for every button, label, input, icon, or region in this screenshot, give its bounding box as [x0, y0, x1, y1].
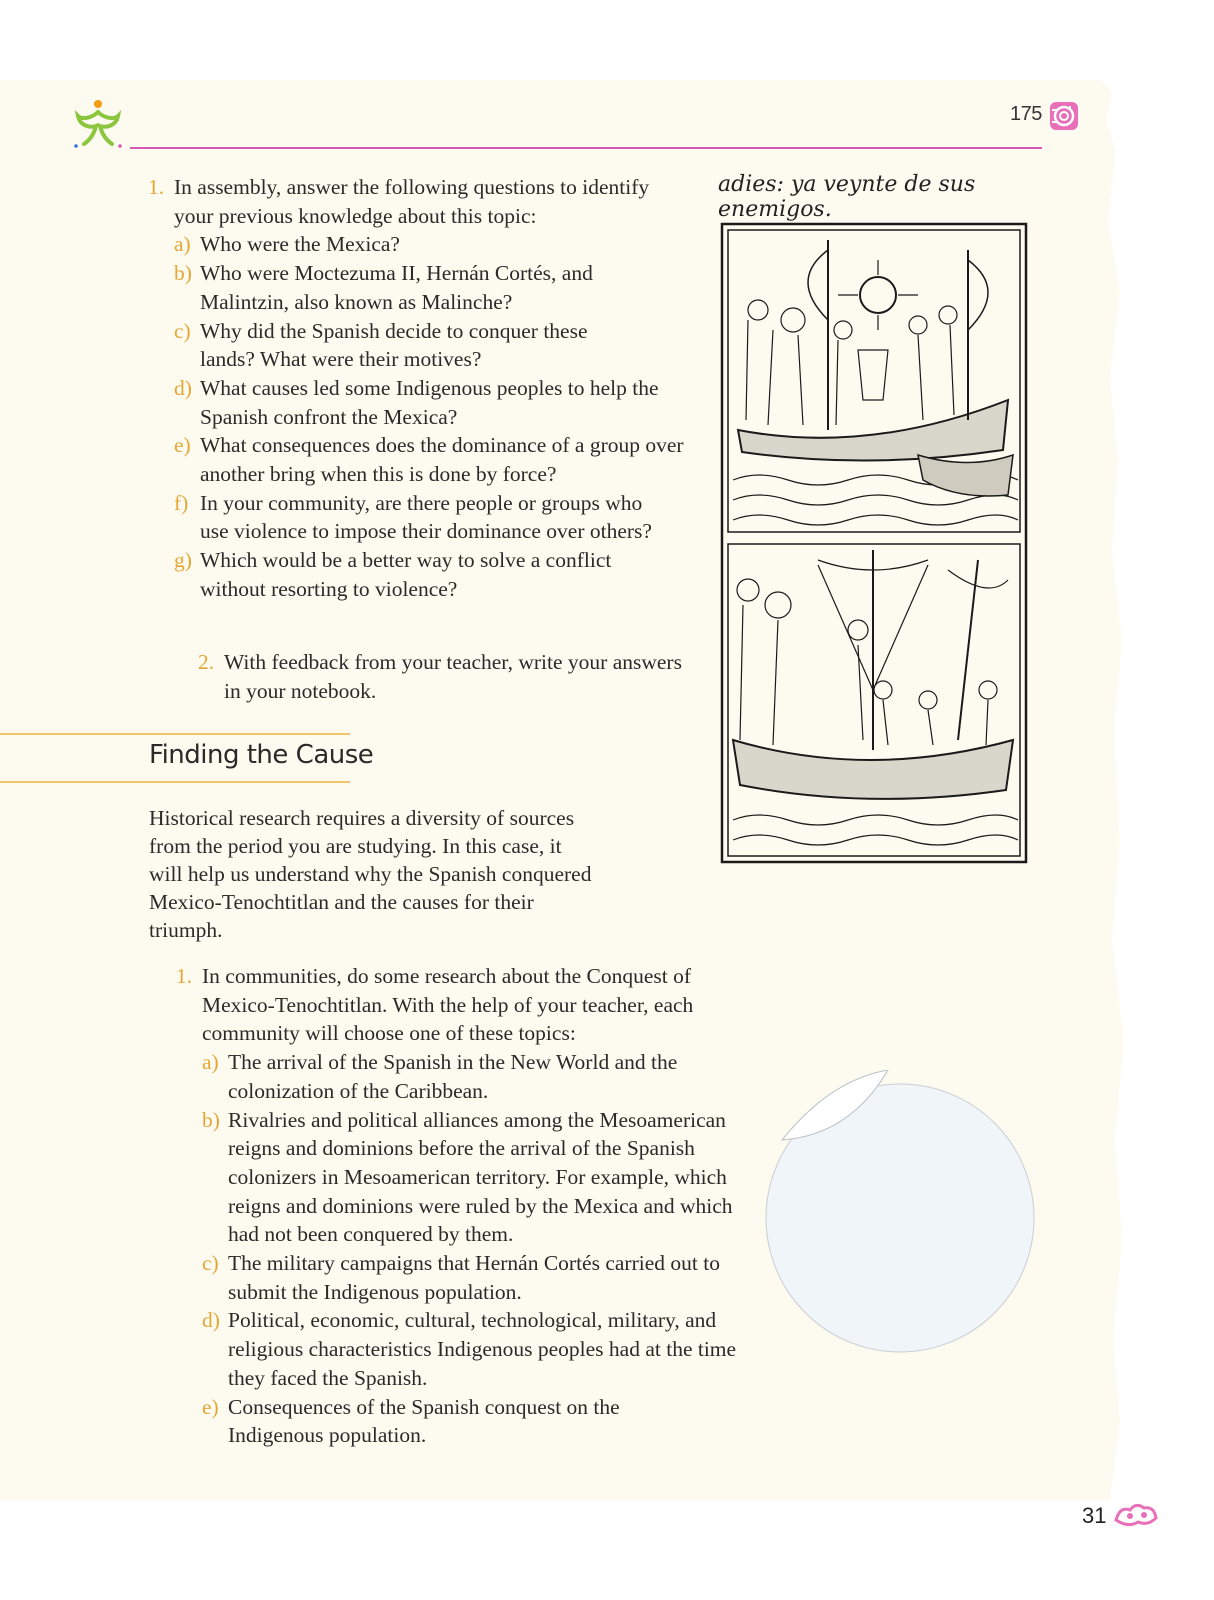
- header-rule: [130, 147, 1042, 149]
- sub-question-b: [174, 259, 640, 316]
- question-number: 1.: [176, 964, 193, 988]
- sub-text: What causes led some Indigenous peoples to help the Spanish confront the Mexica?: [200, 375, 659, 429]
- question-text: In communities, do some research about the Conquest of Mexico-Tenochtitlan. With the help of your teacher, each community will choose one of these topics:: [202, 964, 694, 1046]
- question-2: [198, 648, 684, 705]
- topic-d: [202, 1306, 748, 1392]
- research-question-1: [176, 962, 746, 1048]
- illustration-caption: adies: ya veynte de sus enemigos.: [718, 172, 976, 222]
- sprout-person-icon: [72, 98, 124, 150]
- topic-c: [202, 1249, 746, 1306]
- topic-a: [202, 1048, 728, 1105]
- question-number: 2.: [198, 650, 215, 674]
- sub-text: Who were Moctezuma II, Hernán Cortés, and Malintzin, also known as Malinche?: [200, 261, 593, 314]
- sub-letter: c): [174, 318, 191, 343]
- sub-text: Who were the Mexica?: [200, 232, 400, 257]
- sub-text: Political, economic, cultural, technological, military, and religious characteristics Indigenous peoples had at the time they faced the Spanish.: [228, 1308, 737, 1390]
- sub-text: Rivalries and political alliances among the Mesoamerican reigns and dominions before the arrival of the Spanish colonizers in Mesoamerican territory. For example, which reigns and dominions were ruled by the Mexica and which had not been conquered by them.: [228, 1107, 733, 1247]
- question-text: With feedback from your teacher, write your answers in your notebook.: [224, 650, 682, 703]
- sub-text: In your community, are there people or groups who use violence to impose their dominance over others?: [200, 490, 652, 544]
- sub-text: The military campaigns that Hernán Cortés carried out to submit the Indigenous population.: [228, 1251, 720, 1304]
- sub-letter: a): [174, 232, 191, 257]
- research-questions: [176, 962, 746, 1450]
- aztec-glyph-icon: [1112, 1500, 1160, 1530]
- sub-question-a: [174, 230, 688, 259]
- sub-letter: b): [174, 261, 192, 286]
- section-intro: Historical research requires a diversity of sources from the period you are studying. In this case, it will help us understand why the Spanish conquered Mexico-Tenochtitlan and the causes for their triumph.: [149, 806, 592, 942]
- question-text: In assembly, answer the following questions to identify your previous knowledge about this topic:: [174, 175, 650, 228]
- topic-b: [202, 1106, 746, 1250]
- question-number: 1.: [148, 175, 165, 199]
- assembly-questions: [148, 173, 688, 604]
- topic-e: [202, 1393, 688, 1450]
- sub-letter: e): [174, 433, 191, 458]
- page-number-bottom: 31: [1082, 1503, 1107, 1528]
- codex-illustration: [718, 220, 1030, 866]
- sub-letter: g): [174, 548, 192, 573]
- sub-text: The arrival of the Spanish in the New World and the colonization of the Caribbean.: [228, 1050, 678, 1103]
- sub-letter: c): [202, 1251, 219, 1276]
- sub-question-d: [174, 374, 680, 431]
- sub-letter: e): [202, 1394, 219, 1419]
- sub-text: Why did the Spanish decide to conquer these lands? What were their motives?: [200, 318, 588, 372]
- section-title: Finding the Cause: [149, 740, 374, 770]
- sub-question-f: [174, 489, 670, 546]
- sub-letter: d): [174, 375, 192, 400]
- sub-question-g: [174, 546, 650, 603]
- sub-letter: b): [202, 1107, 220, 1132]
- sub-text: Which would be a better way to solve a conflict without resorting to violence?: [200, 548, 612, 601]
- blank-round-sticker: [760, 1070, 1040, 1355]
- question-1: [148, 173, 688, 230]
- sub-letter: f): [174, 490, 189, 515]
- aztec-glyph-icon: [1048, 100, 1080, 132]
- sub-text: What consequences does the dominance of a group over another bring when this is done by force?: [200, 433, 684, 487]
- sub-question-c: [174, 317, 630, 374]
- sub-question-e: [174, 431, 700, 488]
- sub-letter: a): [202, 1050, 219, 1075]
- sub-letter: d): [202, 1308, 220, 1333]
- page-number-top: 175: [1010, 103, 1042, 125]
- sub-text: Consequences of the Spanish conquest on the Indigenous population.: [228, 1394, 620, 1448]
